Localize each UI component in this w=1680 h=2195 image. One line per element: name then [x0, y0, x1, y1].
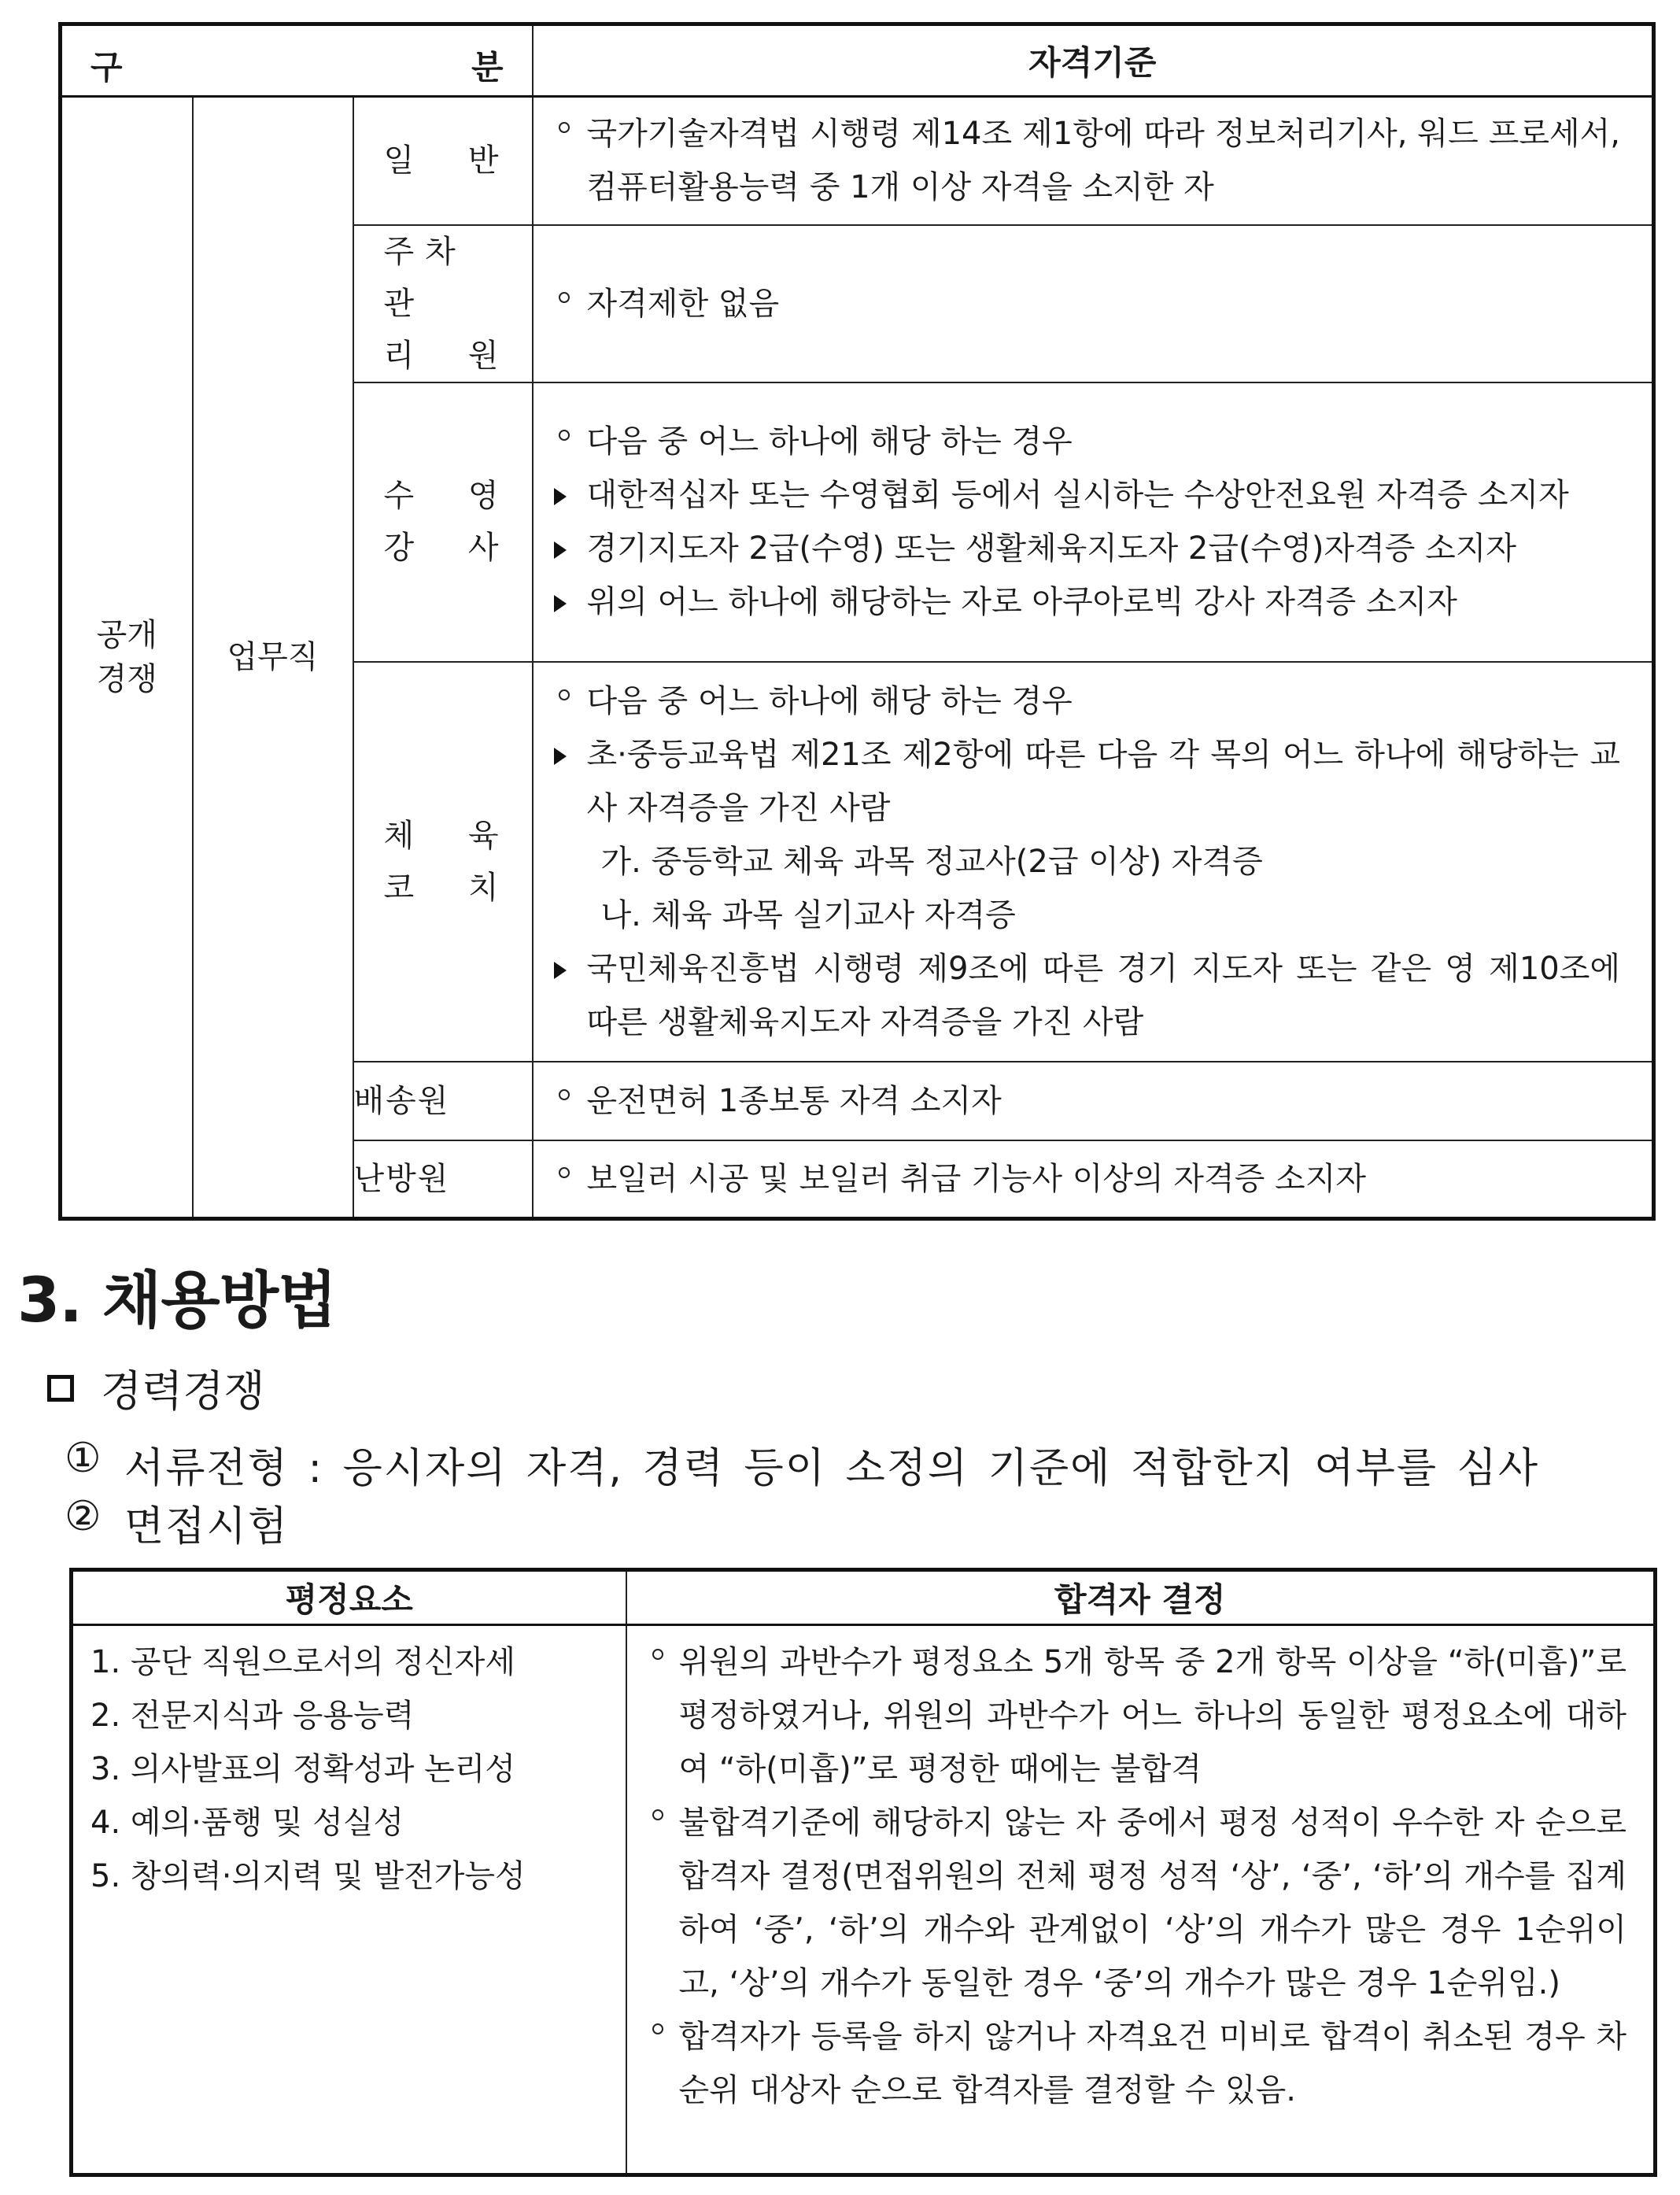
- job-name: 강 사: [383, 530, 500, 566]
- job-group-label: 업무직: [227, 639, 319, 675]
- circle-bullet-icon: [548, 415, 587, 468]
- gubun-header-left: 구: [90, 48, 123, 87]
- job-name: 리 원: [383, 337, 500, 374]
- list-item: [548, 728, 1620, 835]
- job-name-part: 난방원: [353, 1160, 450, 1197]
- triangle-bullet-icon: [548, 575, 587, 629]
- list-item: [548, 468, 1620, 522]
- criteria-cell: [533, 225, 1654, 382]
- criteria-text: 다음 중 어느 하나에 해당 하는 경우: [586, 682, 1073, 719]
- list-item: [548, 415, 1620, 468]
- item-text: 면접시험: [124, 1503, 289, 1550]
- job-name-part: 배송원: [353, 1082, 450, 1119]
- decision-text: 합격자가 등록을 하지 않거나 자격요건 미비로 합격이 취소된 경우 차순위 대상자 순으로 합격자를 결정할 수 있음.: [678, 2019, 1626, 2108]
- subsection-title: 경력경쟁: [101, 1366, 265, 1416]
- job-name: 코 치: [383, 869, 500, 906]
- list-item: [548, 1152, 1620, 1206]
- category-label: 공개: [96, 617, 157, 653]
- item-number: ①: [65, 1435, 103, 1482]
- category-cell: [61, 97, 193, 1219]
- table-header-row: [72, 1570, 1656, 1625]
- list-item: [548, 522, 1620, 575]
- criteria-cell: [533, 1140, 1654, 1219]
- criteria-cell: [533, 1062, 1654, 1140]
- circle-bullet-icon: [548, 107, 587, 214]
- criteria-header: 자격기준: [533, 24, 1654, 97]
- job-name-cell: [353, 97, 533, 225]
- criteria-text: 자격제한 없음: [586, 285, 780, 322]
- job-name: 체 육: [383, 817, 500, 854]
- list-item: [548, 575, 1620, 629]
- list-item: [643, 1796, 1627, 2010]
- list-item: 3. 의사발표의 정확성과 논리성: [90, 1751, 515, 1787]
- job-name: 수 영: [383, 478, 500, 514]
- list-item: 1. 공단 직원으로서의 정신자세: [90, 1644, 515, 1680]
- job-name-cell: [353, 382, 533, 662]
- column-header: 합격자 결정: [626, 1570, 1656, 1625]
- circle-bullet-icon: [548, 1152, 587, 1206]
- circle-bullet-icon: [643, 1796, 679, 2010]
- job-name-cell: [353, 225, 533, 382]
- triangle-bullet-icon: [548, 728, 587, 835]
- item-text: 서류전형 : 응시자의 자격, 경력 등이 소정의 기준에 적합한지 여부를 심사: [124, 1445, 1540, 1492]
- list-item: [643, 1635, 1627, 1796]
- list-item: [548, 277, 1620, 331]
- criteria-cell: [533, 97, 1654, 225]
- checkbox-square-icon: [47, 1375, 74, 1402]
- criteria-text: 가. 중등학교 체육 과목 정교사(2급 이상) 자격증: [600, 843, 1263, 880]
- list-item: [548, 674, 1620, 728]
- gubun-header-right: 분: [471, 48, 504, 87]
- list-item: 2. 전문지식과 응용능력: [90, 1698, 415, 1734]
- job-name-cell: [353, 1062, 533, 1140]
- job-name-cell: [353, 662, 533, 1062]
- job-name-part: 일: [383, 142, 416, 179]
- column-header: 평정요소: [72, 1570, 626, 1625]
- triangle-bullet-icon: [548, 522, 587, 575]
- decision-text: 불합격기준에 해당하지 않는 자 중에서 평정 성적이 우수한 자 순으로 합격자 결정(면접위원의 전체 평정 성적 ‘상’, ‘중’, ‘하’의 개수를 집계하여 ‘중’, ‘하’의 개수와 관계없이 ‘상’의 개수가 많은 경우 1순위이고, ‘상’의 개수가 동일한 경우 ‘중’의 개수가 많은 경우 1순위임.): [678, 1805, 1626, 2001]
- criteria-text: 대한적십자 또는 수영협회 등에서 실시하는 수상안전요원 자격증 소지자: [586, 477, 1569, 513]
- decision-cell: [626, 1625, 1656, 2175]
- section-title: 3. 채용방법: [17, 1266, 337, 1336]
- item-number: ②: [65, 1493, 103, 1540]
- circle-bullet-icon: [548, 1074, 587, 1128]
- triangle-bullet-icon: [548, 942, 587, 1049]
- list-item: [65, 1435, 1662, 1494]
- criteria-text: 다음 중 어느 하나에 해당 하는 경우: [586, 423, 1073, 460]
- circle-bullet-icon: [548, 674, 587, 728]
- subsection-heading: [47, 1358, 265, 1418]
- criteria-text: 위의 어느 하나에 해당하는 자로 아쿠아로빅 강사 자격증 소지자: [586, 584, 1457, 620]
- job-name: [354, 226, 532, 330]
- elements-cell: [72, 1625, 626, 2175]
- criteria-cell: [533, 662, 1654, 1062]
- list-item: 4. 예의·품행 및 성실성: [90, 1805, 404, 1841]
- criteria-text: 보일러 시공 및 보일러 취급 기능사 이상의 자격증 소지자: [586, 1160, 1366, 1197]
- job-name-cell: [353, 1140, 533, 1219]
- list-item: [643, 2010, 1627, 2117]
- category-label: 경쟁: [96, 661, 157, 697]
- criteria-text: 초·중등교육법 제21조 제2항에 따른 다음 각 목의 어느 하나에 해당하는 교사 자격증을 가진 사람: [586, 736, 1620, 826]
- qualification-table: [58, 22, 1656, 1221]
- job-name-part: 주차관: [383, 233, 467, 322]
- triangle-bullet-icon: [548, 468, 587, 522]
- circle-bullet-icon: [643, 2010, 679, 2117]
- list-item: [65, 1493, 289, 1552]
- criteria-text: 국민체육진흥법 시행령 제9조에 따른 경기 지도자 또는 같은 영 제10조에 따른 생활체육지도자 자격증을 가진 사람: [586, 950, 1620, 1040]
- job-name-part: 반: [467, 142, 500, 179]
- interview-table: [69, 1568, 1657, 2177]
- table-header-row: [61, 24, 1654, 97]
- list-item: [548, 107, 1620, 214]
- job-name: [354, 135, 532, 187]
- circle-bullet-icon: [643, 1635, 679, 1796]
- list-item: 5. 창의력·의지력 및 발전가능성: [90, 1858, 526, 1894]
- list-item: [548, 835, 1620, 889]
- circle-bullet-icon: [548, 277, 587, 331]
- decision-text: 위원의 과반수가 평정요소 5개 항목 중 2개 항목 이상을 “하(미흡)”로 평정하였거나, 위원의 과반수가 어느 하나의 동일한 평정요소에 대하여 “하(미흡)”로 평정한 때에는 불합격: [678, 1644, 1626, 1787]
- gubun-header: [61, 24, 533, 97]
- list-item: [548, 942, 1620, 1049]
- criteria-text: 경기지도자 2급(수영) 또는 생활체육지도자 2급(수영)자격증 소지자: [586, 530, 1517, 567]
- table-row: [61, 97, 1654, 225]
- table-row: [72, 1625, 1656, 2175]
- list-item: [548, 1074, 1620, 1128]
- criteria-text: 운전면허 1종보통 자격 소지자: [586, 1082, 1002, 1119]
- job-group-cell: [193, 97, 353, 1219]
- criteria-text: 국가기술자격법 시행령 제14조 제1항에 따라 정보처리기사, 워드 프로세서, 컴퓨터활용능력 중 1개 이상 자격을 소지한 자: [586, 116, 1620, 206]
- criteria-text: 나. 체육 과목 실기교사 자격증: [600, 896, 1016, 933]
- list-item: [548, 889, 1620, 942]
- criteria-cell: [533, 382, 1654, 662]
